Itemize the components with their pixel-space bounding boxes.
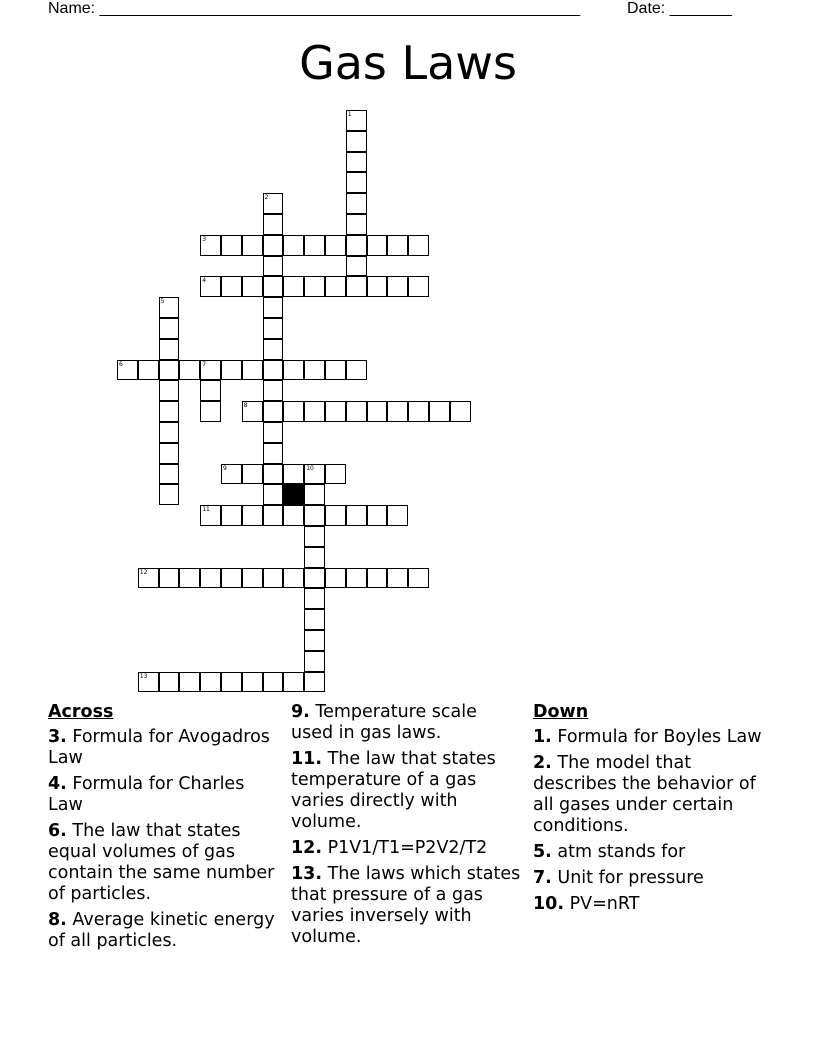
clue-number: 9. [291, 702, 310, 722]
cell-number: 3 [202, 235, 207, 243]
down-column [533, 702, 765, 920]
page-title: Gas Laws [299, 36, 517, 90]
grid-cell[interactable] [408, 401, 429, 422]
grid-cell[interactable] [387, 235, 408, 256]
grid-cell[interactable] [159, 568, 180, 589]
cell-number: 4 [202, 277, 207, 285]
grid-cell[interactable] [304, 276, 325, 297]
grid-cell[interactable] [138, 360, 159, 381]
grid-cell[interactable] [346, 214, 367, 235]
grid-cell[interactable] [242, 401, 263, 422]
grid-cell[interactable] [346, 235, 367, 256]
grid-cell[interactable] [304, 630, 325, 651]
clue-text: Formula for Avogadros Law [48, 727, 270, 768]
grid-cell[interactable] [346, 131, 367, 152]
cell-number: 1 [347, 111, 352, 118]
grid-cell[interactable] [159, 672, 180, 693]
across-clue [291, 749, 523, 833]
cell-number: 9 [223, 464, 227, 472]
across-column-2 [291, 702, 523, 953]
grid-cell[interactable] [221, 360, 242, 381]
clue-number: 8. [48, 910, 67, 930]
grid-cell[interactable] [346, 401, 367, 422]
grid-cell[interactable] [159, 443, 180, 464]
cell-number: 2 [264, 194, 269, 202]
clue-text: Temperature scale used in gas laws. [291, 702, 477, 743]
grid-cell[interactable] [263, 360, 284, 381]
grid-cell[interactable] [325, 464, 346, 485]
clue-number: 12. [291, 838, 323, 858]
grid-cell[interactable] [304, 588, 325, 609]
grid-cell[interactable] [159, 484, 180, 505]
grid-cell[interactable] [159, 339, 180, 360]
across-heading: Across [48, 702, 114, 722]
grid-cell[interactable] [304, 547, 325, 568]
grid-cell[interactable] [283, 235, 304, 256]
grid-cell[interactable] [283, 401, 304, 422]
grid-cell[interactable] [263, 339, 284, 360]
clue-number: 4. [48, 774, 67, 794]
grid-cell[interactable] [325, 276, 346, 297]
grid-cell[interactable] [367, 505, 388, 526]
grid-cell[interactable] [179, 672, 200, 693]
grid-cell[interactable] [159, 297, 180, 318]
grid-cell[interactable] [200, 360, 221, 381]
clue-text: PV=nRT [564, 894, 640, 914]
clue-text: The law that states temperature of a gas varies directly with volume. [291, 749, 496, 832]
grid-cell[interactable] [367, 568, 388, 589]
grid-cell[interactable] [263, 276, 284, 297]
grid-cell[interactable] [159, 401, 180, 422]
grid-cell[interactable] [263, 380, 284, 401]
grid-cell[interactable] [304, 651, 325, 672]
grid-cell[interactable] [200, 276, 221, 297]
grid-cell[interactable] [346, 110, 367, 131]
grid-cell[interactable] [263, 214, 284, 235]
grid-cell[interactable] [367, 276, 388, 297]
cell-number: 13 [139, 672, 148, 680]
clue-number: 13. [291, 864, 323, 884]
across-clue [48, 910, 280, 952]
across-clue [48, 727, 280, 769]
grid-cell[interactable] [346, 505, 367, 526]
grid-cell[interactable] [263, 672, 284, 693]
grid-cell[interactable] [221, 464, 242, 485]
grid-cell[interactable] [242, 672, 263, 693]
black-cell [283, 484, 304, 505]
grid-cell[interactable] [387, 505, 408, 526]
grid-cell[interactable] [325, 235, 346, 256]
across-clue [291, 702, 523, 744]
grid-cell[interactable] [408, 568, 429, 589]
grid-cell[interactable] [325, 505, 346, 526]
across-column-1 [48, 702, 280, 957]
down-clue [533, 894, 765, 915]
grid-cell[interactable] [304, 235, 325, 256]
clue-text: Unit for pressure [551, 868, 704, 888]
across-clue [291, 864, 523, 948]
grid-cell[interactable] [283, 505, 304, 526]
grid-cell[interactable] [367, 401, 388, 422]
grid-cell[interactable] [263, 193, 284, 214]
grid-cell[interactable] [221, 672, 242, 693]
date-field: Date: _______ [627, 0, 732, 17]
down-clue [533, 868, 765, 889]
clue-number: 11. [291, 749, 323, 769]
down-clue [533, 842, 765, 863]
grid-cell[interactable] [387, 276, 408, 297]
grid-cell[interactable] [159, 464, 180, 485]
grid-cell[interactable] [408, 276, 429, 297]
grid-cell[interactable] [242, 235, 263, 256]
grid-cell[interactable] [367, 235, 388, 256]
clue-number: 10. [533, 894, 565, 914]
grid-cell[interactable] [263, 484, 284, 505]
grid-cell[interactable] [325, 401, 346, 422]
clue-number: 7. [533, 868, 552, 888]
grid-cell[interactable] [304, 464, 325, 485]
cell-number: 6 [119, 360, 123, 368]
grid-cell[interactable] [304, 484, 325, 505]
grid-cell[interactable] [200, 505, 221, 526]
grid-cell[interactable] [138, 568, 159, 589]
grid-cell[interactable] [325, 360, 346, 381]
across-clue [291, 838, 523, 859]
grid-cell[interactable] [200, 235, 221, 256]
grid-cell[interactable] [283, 276, 304, 297]
grid-cell[interactable] [283, 672, 304, 693]
grid-cell[interactable] [242, 505, 263, 526]
grid-cell[interactable] [408, 235, 429, 256]
cell-number: 7 [202, 360, 207, 368]
grid-cell[interactable] [200, 401, 221, 422]
grid-cell[interactable] [117, 360, 138, 381]
clue-number: 6. [48, 821, 67, 841]
grid-cell[interactable] [263, 297, 284, 318]
grid-cell[interactable] [304, 672, 325, 693]
grid-cell[interactable] [263, 256, 284, 277]
grid-cell[interactable] [263, 568, 284, 589]
grid-cell[interactable] [159, 318, 180, 339]
cell-number: 5 [160, 298, 165, 306]
grid-cell[interactable] [263, 235, 284, 256]
grid-cell[interactable] [346, 276, 367, 297]
grid-cell[interactable] [304, 609, 325, 630]
clue-text: P1V1/T1=P2V2/T2 [322, 838, 488, 858]
cell-number: 10 [306, 464, 314, 472]
grid-cell[interactable] [159, 380, 180, 401]
grid-cell[interactable] [221, 568, 242, 589]
grid-cell[interactable] [346, 193, 367, 214]
grid-cell[interactable] [346, 256, 367, 277]
grid-cell[interactable] [179, 568, 200, 589]
name-field: Name: ______________________________________________________ [48, 0, 581, 17]
grid-cell[interactable] [179, 360, 200, 381]
grid-cell[interactable] [242, 568, 263, 589]
down-clue [533, 727, 765, 748]
clue-number: 3. [48, 727, 67, 747]
grid-cell[interactable] [242, 464, 263, 485]
clue-text: The model that describes the behavior of all gases under certain conditions. [533, 753, 756, 836]
grid-cell[interactable] [221, 505, 242, 526]
grid-cell[interactable] [283, 360, 304, 381]
grid-cell[interactable] [242, 360, 263, 381]
grid-cell[interactable] [346, 152, 367, 173]
grid-cell[interactable] [221, 235, 242, 256]
grid-cell[interactable] [283, 464, 304, 485]
grid-cell[interactable] [346, 360, 367, 381]
grid-cell[interactable] [304, 568, 325, 589]
grid-cell[interactable] [346, 172, 367, 193]
grid-cell[interactable] [387, 568, 408, 589]
clue-text: Formula for Charles Law [48, 774, 245, 815]
grid-cell[interactable] [263, 422, 284, 443]
clue-number: 5. [533, 842, 552, 862]
grid-cell[interactable] [429, 401, 450, 422]
grid-cell[interactable] [304, 401, 325, 422]
down-heading: Down [533, 702, 589, 722]
cell-number: 8 [243, 402, 248, 410]
clue-number: 1. [533, 727, 552, 747]
grid-cell[interactable] [221, 276, 242, 297]
grid-cell[interactable] [263, 318, 284, 339]
clue-text: The laws which states that pressure of a gas varies inversely with volume. [291, 864, 521, 947]
down-clue [533, 753, 765, 837]
cell-number: 12 [139, 568, 148, 576]
grid-cell[interactable] [304, 505, 325, 526]
grid-cell[interactable] [283, 568, 304, 589]
grid-cell[interactable] [263, 464, 284, 485]
clue-text: Formula for Boyles Law [551, 727, 762, 747]
grid-cell[interactable] [346, 568, 367, 589]
grid-cell[interactable] [242, 276, 263, 297]
clue-number: 2. [533, 753, 552, 773]
grid-cell[interactable] [304, 360, 325, 381]
across-clue [48, 821, 280, 905]
grid-cell[interactable] [450, 401, 471, 422]
clue-text: The law that states equal volumes of gas contain the same number of particles. [48, 821, 275, 904]
grid-cell[interactable] [138, 672, 159, 693]
grid-cell[interactable] [387, 401, 408, 422]
grid-cell[interactable] [325, 568, 346, 589]
grid-cell[interactable] [263, 443, 284, 464]
grid-cell[interactable] [159, 422, 180, 443]
across-clue [48, 774, 280, 816]
grid-cell[interactable] [304, 526, 325, 547]
grid-cell[interactable] [200, 672, 221, 693]
clue-text: Average kinetic energy of all particles. [48, 910, 275, 951]
clue-text: atm stands for [551, 842, 686, 862]
grid-cell[interactable] [159, 360, 180, 381]
grid-cell[interactable] [200, 380, 221, 401]
cell-number: 11 [202, 506, 210, 514]
grid-cell[interactable] [200, 568, 221, 589]
grid-cell[interactable] [263, 505, 284, 526]
grid-cell[interactable] [263, 401, 284, 422]
